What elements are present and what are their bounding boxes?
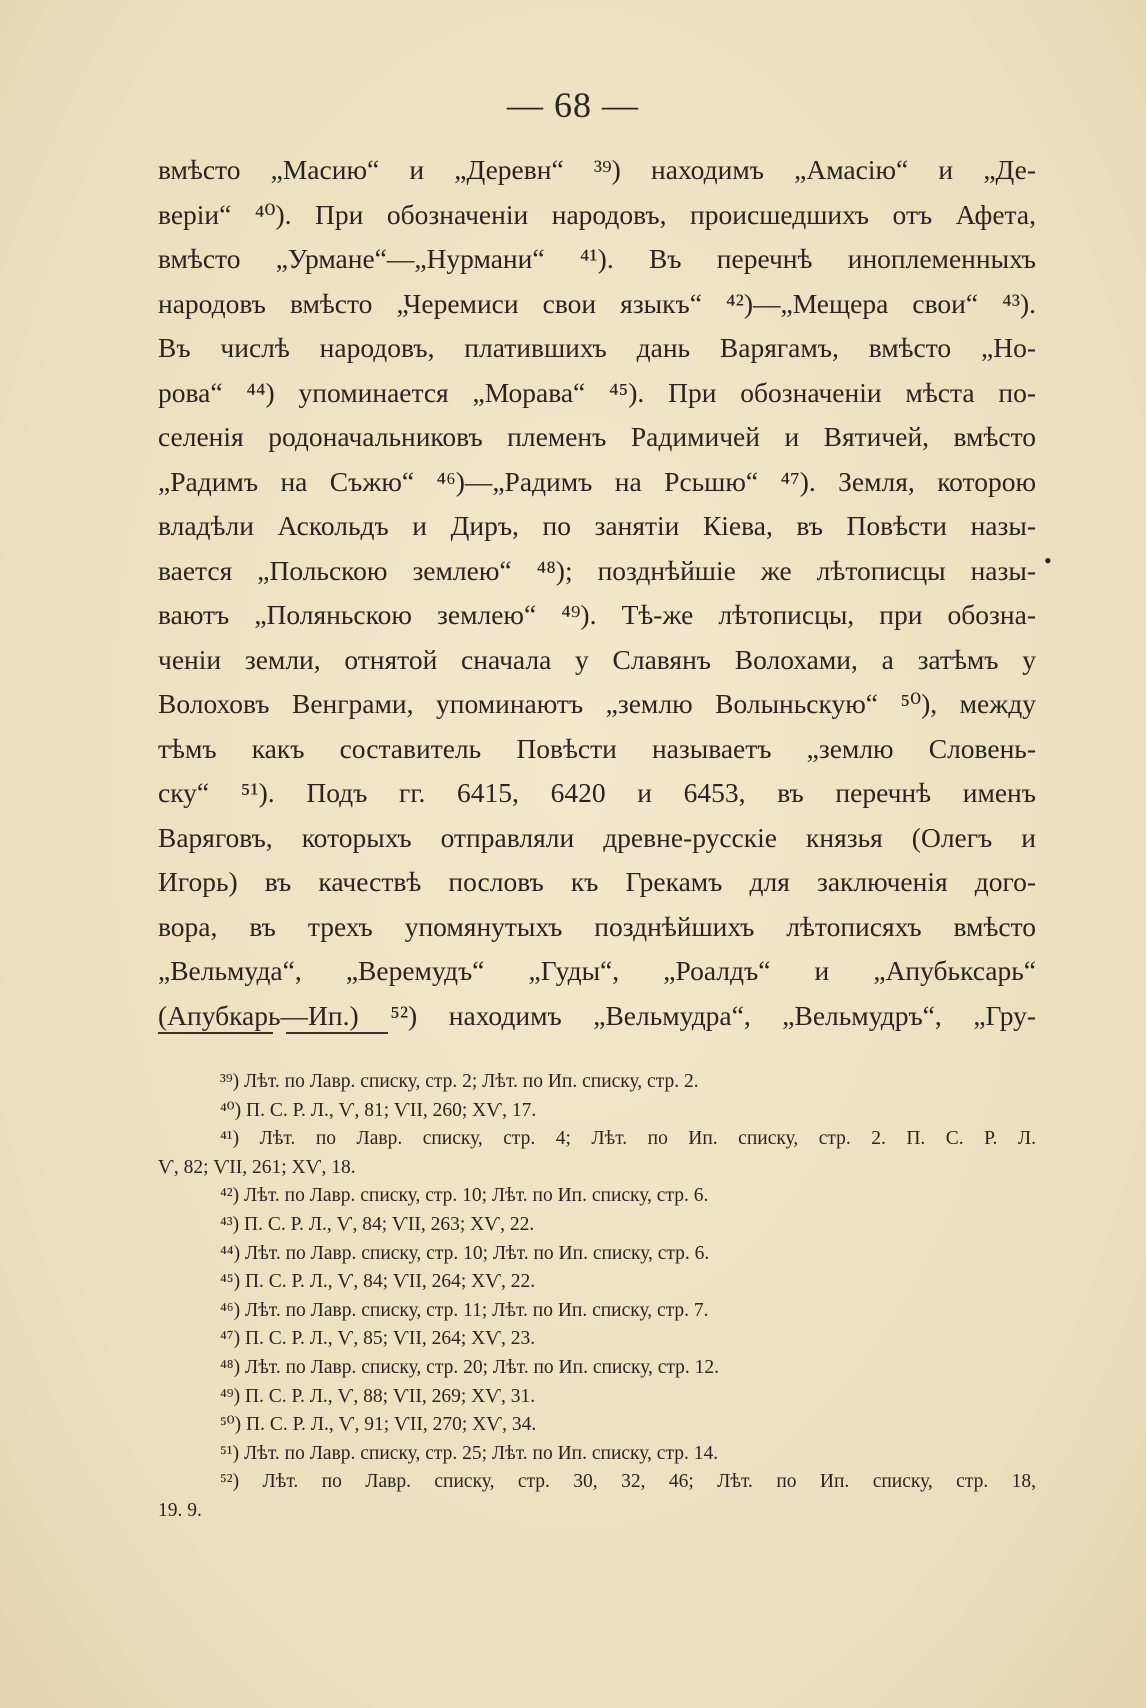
footnote: ⁴⁵) П. С. Р. Л., Ѵ, 84; ѴII, 264; ХѴ, 22. [220,1271,536,1293]
body-line: вмѣсто „Масию“ и „Деревн“ ³⁹) находимъ „Амасію“ и „Де- [158,154,1036,185]
body-line: вмѣсто „Урмане“—„Нурмани“ ⁴¹). Въ перечнѣ иноплеменныхъ [158,243,1036,274]
footnotes [158,1068,1036,1526]
body-line: Въ числѣ народовъ, платившихъ дань Варягамъ, вмѣсто „Но- [158,332,1036,363]
footnote: ³⁹) Лѣт. по Лавр. списку, стр. 2; Лѣт. по Ип. списку, стр. 2. [220,1071,699,1092]
body-line: народовъ вмѣсто „Черемиси свои языкъ“ ⁴²)—„Мещера свои“ ⁴³). [158,287,1036,319]
footnote: ⁵⁰) П. С. Р. Л., Ѵ, 91; ѴII, 270; ХѴ, 34. [220,1414,537,1436]
footnote: ⁴⁷) П. С. Р. Л., Ѵ, 85; ѴII, 264; ХѴ, 23. [220,1328,536,1350]
body-line: Игорь) въ качествѣ пословъ къ Грекамъ для заключенія дого- [158,866,1036,897]
separator-rule [286,1032,388,1034]
footnote: ⁴⁴) Лѣт. по Лавр. списку, стр. 10; Лѣт. по Ип. списку, стр. 6. [220,1242,710,1264]
page-number: — 68 — [507,85,639,125]
body-line: Варяговъ, которыхъ отправляли древне-русскіе князья (Олегъ и [158,821,1036,853]
body-line: владѣли Аскольдъ и Диръ, по занятіи Кіева, въ Повѣсти назы- [158,510,1036,541]
footnote: ⁴²) Лѣт. по Лавр. списку, стр. 10; Лѣт. по Ип. списку, стр. 6. [220,1185,709,1207]
body-line: (Апубкарь—Ип.) ⁵²) находимъ „Вельмудра“, „Вельмудръ“, „Гру- [158,999,1036,1031]
body-line: ченіи земли, отнятой сначала у Славянъ Волохами, а затѣмъ у [158,643,1036,675]
body-line: вается „Польскою землею“ ⁴⁸); позднѣйшіе же лѣтописцы назы- [158,554,1036,586]
footnote: ⁴⁶) Лѣт. по Лавр. списку, стр. 11; Лѣт. по Ип. списку, стр. 7. [220,1299,709,1321]
margin-mark: • [1044,548,1052,573]
footnote: ⁴⁰) П. С. Р. Л., Ѵ, 81; ѴII, 260; ХѴ, 17. [220,1099,537,1121]
body-line: ваютъ „Поляньскою землею“ ⁴⁹). Тѣ-же лѣтописцы, при обозна- [158,599,1036,630]
footnote: ⁴³) П. С. Р. Л., Ѵ, 84; ѴII, 263; ХѴ, 22. [220,1213,535,1235]
body-line: веріи“ ⁴⁰). При обозначеніи народовъ, происшедшихъ отъ Афета, [158,198,1036,230]
footnote: ⁴¹) Лѣт. по Лавр. списку, стр. 4; Лѣт. по Ип. списку, стр. 2. П. С. Р. Л. [220,1128,1036,1150]
body-line: „Радимъ на Съжю“ ⁴⁶)—„Радимъ на Рсьшю“ ⁴⁷). Земля, которою [158,465,1036,497]
separator-rule [158,1032,273,1034]
footnote-separator [158,1032,458,1034]
footnote: ⁵²) Лѣт. по Лавр. списку, стр. 30, 32, 46; Лѣт. по Ип. списку, стр. 18, [220,1471,1036,1493]
body-line: вора, въ трехъ упомянутыхъ позднѣйшихъ лѣтописяхъ вмѣсто [158,910,1036,942]
body-text [158,148,1036,1038]
body-line: рова“ ⁴⁴) упоминается „Морава“ ⁴⁵). При обозначеніи мѣста по- [158,376,1036,408]
body-line: селенія родоначальниковъ племенъ Радимичей и Вятичей, вмѣсто [158,421,1036,452]
footnote: ⁴⁸) Лѣт. по Лавр. списку, стр. 20; Лѣт. по Ип. списку, стр. 12. [220,1356,720,1378]
footnote-continuation: 19. 9. [158,1499,202,1521]
footnote: ⁴⁹) П. С. Р. Л., Ѵ, 88; ѴII, 269; ХѴ, 31. [220,1385,536,1407]
footnote: ⁵¹) Лѣт. по Лавр. списку, стр. 25; Лѣт. по Ип. списку, стр. 14. [220,1442,719,1464]
body-line: ску“ ⁵¹). Подъ гг. 6415, 6420 и 6453, въ перечнѣ именъ [158,777,1036,808]
body-line: „Вельмуда“, „Веремудъ“ „Гуды“, „Роалдъ“ и „Апубьксарь“ [158,955,1036,986]
body-line: Волоховъ Венграми, упоминаютъ „землю Волыньскую“ ⁵⁰), между [158,688,1036,719]
body-line: тѣмъ какъ составитель Повѣсти называетъ „землю Словень- [158,732,1036,764]
footnote-continuation: Ѵ, 82; ѴII, 261; ХѴ, 18. [158,1156,356,1178]
